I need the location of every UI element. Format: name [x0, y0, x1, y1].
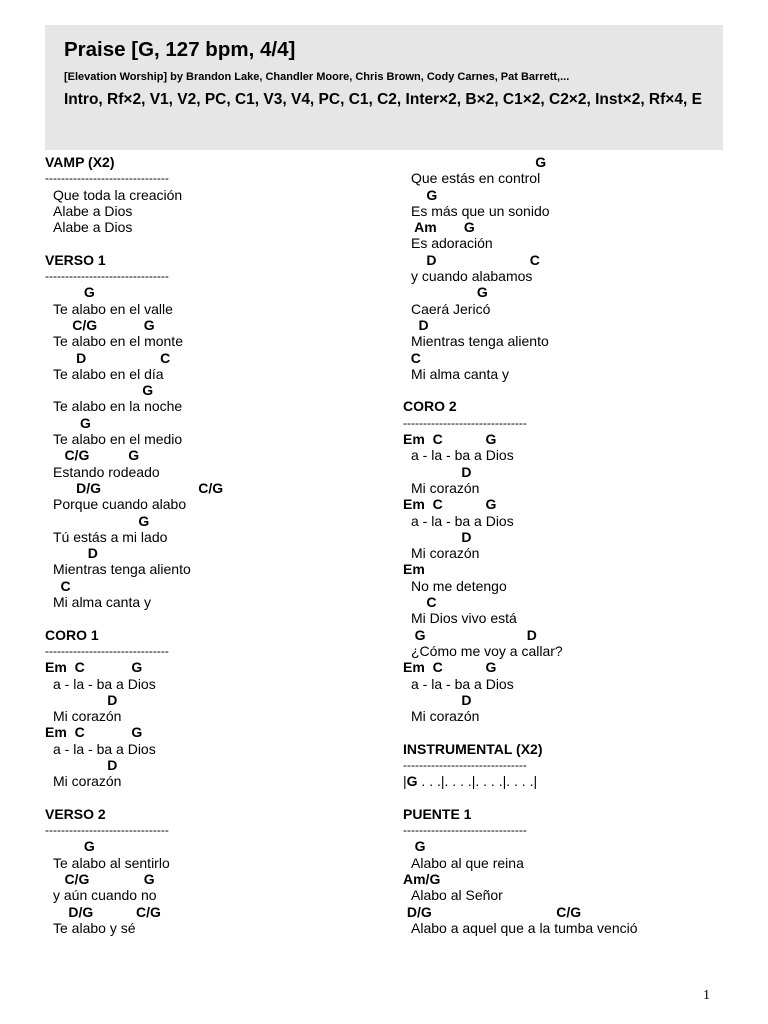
- spacer: [45, 790, 375, 806]
- chord-line: D: [403, 316, 429, 333]
- lyric-line: Alabe a Dios: [53, 219, 133, 236]
- chord-line: C/G G: [45, 316, 155, 333]
- chord-line: G: [45, 838, 95, 855]
- section-divider: -------------------------------: [45, 823, 169, 838]
- chord-line: C/G G: [45, 871, 155, 888]
- spacer: [45, 610, 375, 626]
- section-heading: INSTRUMENTAL (X2): [403, 740, 543, 757]
- lyric-line: a - la - ba a Dios: [53, 740, 156, 757]
- lyric-line: Es más que un sonido: [411, 202, 550, 219]
- lyric-line: Mi alma canta y: [411, 365, 510, 382]
- chord-line: Em C G: [403, 496, 497, 513]
- chord-line: G D: [403, 626, 537, 643]
- chord-line: D: [403, 463, 472, 480]
- lyric-line: Mi corazón: [53, 708, 122, 725]
- section-heading: CORO 2: [403, 398, 457, 415]
- lyric-line: Mientras tenga aliento: [411, 333, 549, 350]
- chord-line: D/G C/G: [45, 479, 224, 496]
- spacer: [403, 382, 733, 398]
- instrumental-line: [403, 773, 733, 789]
- lyric-line: Caerá Jericó: [411, 300, 491, 317]
- chord-line: D/G C/G: [403, 903, 582, 920]
- lyric-line: a - la - ba a Dios: [411, 512, 514, 529]
- lyric-line: Mi corazón: [53, 773, 122, 790]
- chord-line: G: [403, 154, 547, 170]
- chord-line: D: [403, 691, 472, 708]
- spacer: [403, 790, 733, 806]
- section-divider: -------------------------------: [403, 415, 527, 430]
- spacer: [45, 235, 375, 251]
- spacer: [403, 724, 733, 740]
- bar-start: |: [403, 773, 407, 790]
- chord-line: Em C G: [403, 431, 497, 448]
- lyric-line: Te alabo en el día: [53, 365, 164, 382]
- lyric-line: Alabo al Señor: [411, 887, 503, 904]
- lyric-line: a - la - ba a Dios: [411, 675, 514, 692]
- section-divider: -------------------------------: [403, 823, 527, 838]
- lyric-line: Mi Dios vivo está: [411, 610, 517, 627]
- lyric-line: Mientras tenga aliento: [53, 561, 191, 578]
- chord-line: Em C G: [45, 724, 143, 741]
- lyric-line: Tú estás a mi lado: [53, 528, 168, 545]
- chord-line: D C: [403, 251, 540, 268]
- lyric-line: Te alabo en el valle: [53, 300, 173, 317]
- lyric-line: Mi alma canta y: [53, 594, 152, 611]
- song-title: Praise [G, 127 bpm, 4/4]: [64, 38, 296, 61]
- chord-line: D/G C/G: [45, 903, 161, 920]
- lyric-line: Mi corazón: [411, 545, 480, 562]
- lyric-line: Te alabo en la noche: [53, 398, 183, 415]
- chord-line: G: [45, 284, 95, 301]
- chord-line: G: [45, 382, 154, 399]
- song-credits: [Elevation Worship] by Brandon Lake, Chandler Moore, Chris Brown, Cody Carnes, Pat Barrett,...: [64, 71, 570, 83]
- lyric-line: y aún cuando no: [53, 887, 157, 904]
- right-column: [403, 154, 733, 936]
- chord-line: C: [403, 594, 437, 611]
- section-divider: -------------------------------: [45, 269, 169, 284]
- chord-line: D: [403, 528, 472, 545]
- chord-line: D: [45, 545, 98, 562]
- chord-line: C/G G: [45, 447, 140, 464]
- song-structure: Intro, Rf×2, V1, V2, PC, C1, V3, V4, PC, C1, C2, Inter×2, B×2, C1×2, C2×2, Inst×2, Rf×4, E: [64, 91, 702, 108]
- chord-line: Em C G: [45, 659, 143, 676]
- chord-line: G: [403, 186, 438, 203]
- lyric-line: Alabo a aquel que a la tumba venció: [411, 919, 638, 936]
- lyric-line: Que estás en control: [411, 170, 541, 187]
- lyric-line: Alabe a Dios: [53, 202, 133, 219]
- chord-line: G: [45, 512, 150, 529]
- section-heading: CORO 1: [45, 626, 99, 643]
- section-heading: VAMP (X2): [45, 154, 115, 170]
- section-divider: -------------------------------: [403, 757, 527, 772]
- lyric-line: Te alabo en el monte: [53, 333, 183, 350]
- chord-line: D C: [45, 349, 171, 366]
- section-heading: VERSO 2: [45, 805, 106, 822]
- lyric-line: Te alabo y sé: [53, 919, 136, 936]
- lyric-line: Estando rodeado: [53, 463, 160, 480]
- page-number: 1: [703, 988, 710, 1003]
- chord-line: D: [45, 756, 118, 773]
- chord-line: G: [403, 838, 426, 855]
- section-divider: -------------------------------: [45, 171, 169, 186]
- lyric-line: Alabo al que reina: [411, 854, 524, 871]
- lyric-line: y cuando alabamos: [411, 268, 533, 285]
- chord-line: G: [45, 414, 91, 431]
- chord-line: Am G: [403, 219, 475, 236]
- lyric-line: Que toda la creación: [53, 186, 183, 203]
- chord-line: C: [45, 577, 71, 594]
- section-divider: -------------------------------: [45, 643, 169, 658]
- lyric-line: Mi corazón: [411, 708, 480, 725]
- chord-line: Em: [403, 561, 425, 578]
- lyric-line: Mi corazón: [411, 479, 480, 496]
- chord-line: Em C G: [403, 659, 497, 676]
- chord-line: C: [403, 349, 421, 366]
- bar-beats: . . .|. . . .|. . . .|. . . .|: [417, 773, 538, 790]
- lyric-line: a - la - ba a Dios: [53, 675, 156, 692]
- song-header: [45, 25, 723, 150]
- chord-line: G: [403, 284, 488, 301]
- chord-line: D: [45, 691, 118, 708]
- section-heading: PUENTE 1: [403, 805, 472, 822]
- lyric-line: Porque cuando alabo: [53, 496, 187, 513]
- lyric-line: No me detengo: [411, 577, 507, 594]
- chord-line: Am/G: [403, 871, 441, 888]
- chord: G: [406, 773, 418, 790]
- lyric-line: Te alabo al sentirlo: [53, 854, 170, 871]
- lyric-line: ¿Cómo me voy a callar?: [411, 642, 563, 659]
- lyric-line: Es adoración: [411, 235, 493, 252]
- lyric-line: Te alabo en el medio: [53, 431, 183, 448]
- left-column: [45, 154, 375, 936]
- section-heading: VERSO 1: [45, 251, 106, 268]
- lyric-line: a - la - ba a Dios: [411, 447, 514, 464]
